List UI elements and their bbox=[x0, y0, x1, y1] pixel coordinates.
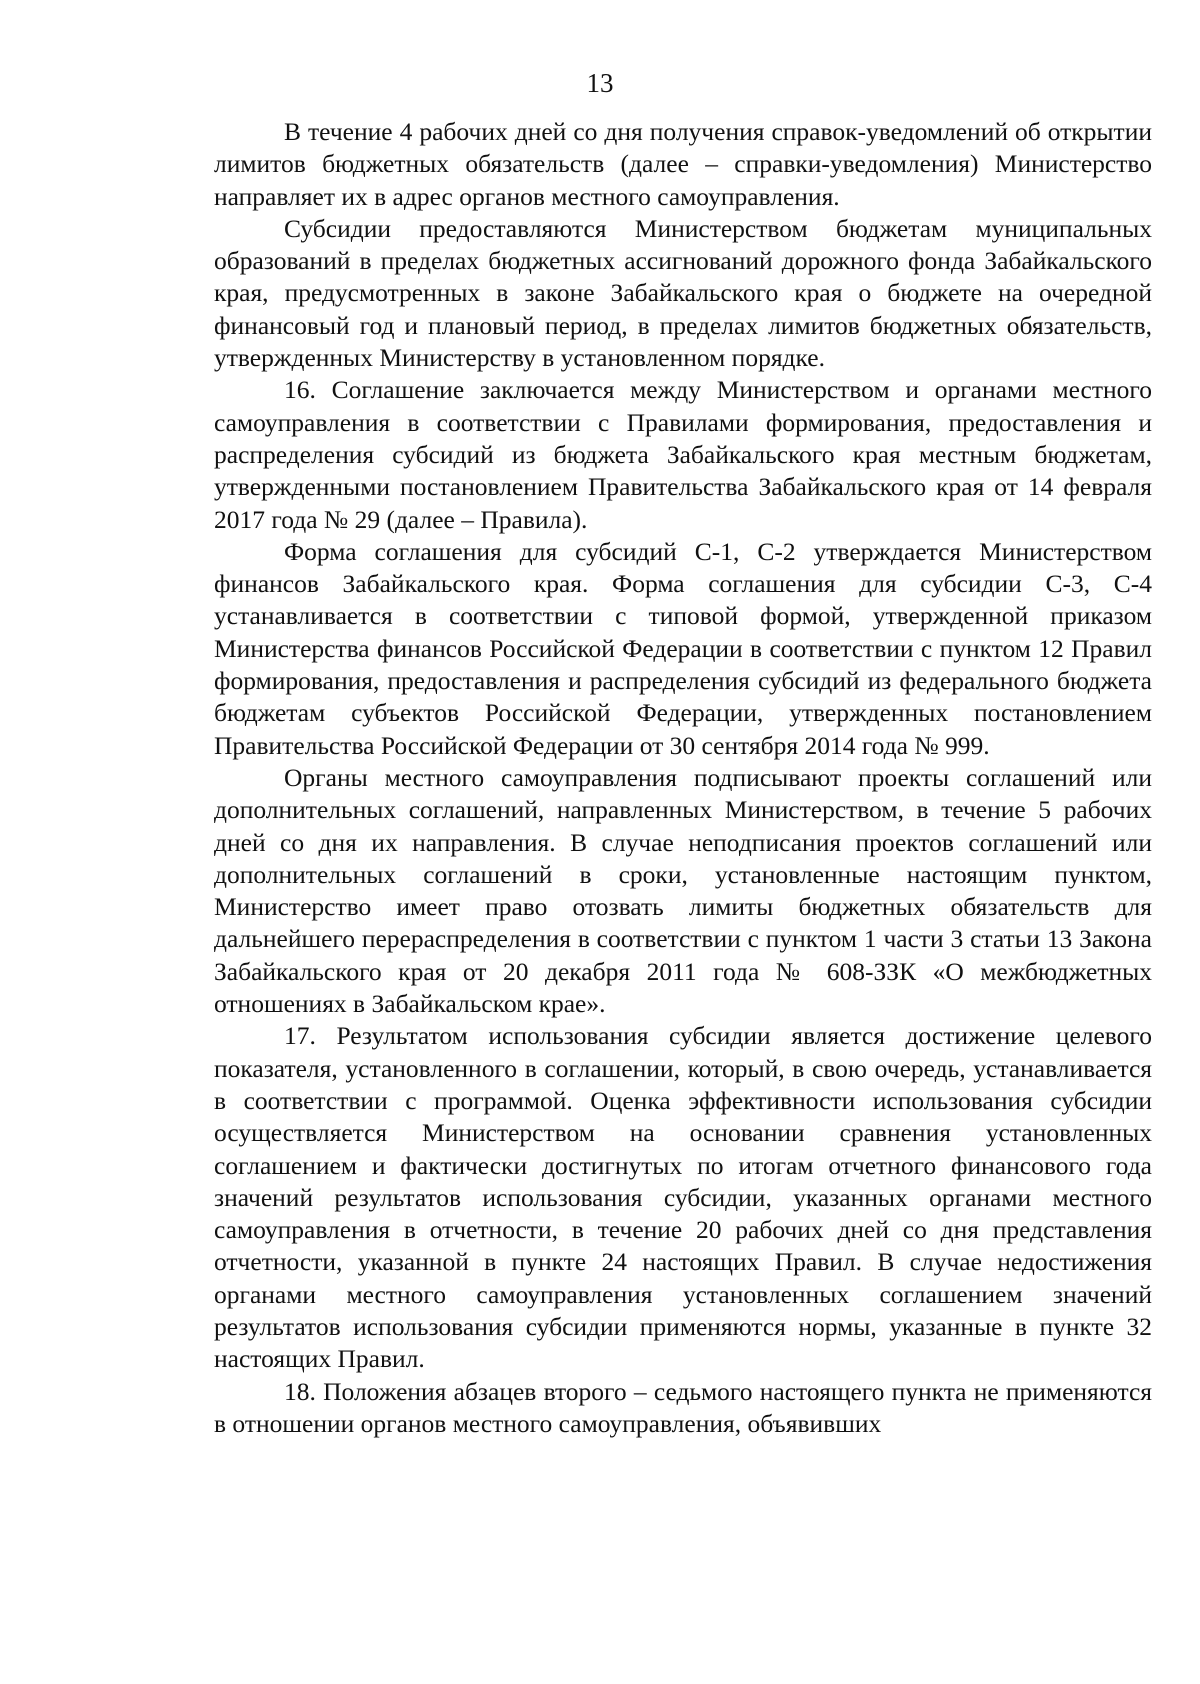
paragraph-item-18-provisions: 18. Положения абзацев второго – седьмого настоящего пункта не применяются в отношении органов местного самоуправления, объявивших bbox=[214, 1376, 1152, 1438]
paragraph-limits-notification: В течение 4 рабочих дней со дня получения справок-уведомлений об открытии лимитов бюджетных обязательств (далее – справки-уведомления) Министерство направляет их в адрес органов местного самоуправления. bbox=[214, 117, 1152, 211]
paragraph-subsidies-provision: Субсидии предоставляются Министерством бюджетам муниципальных образований в пределах бюджетных ассигнований дорожного фонда Забайкальского края, предусмотренных в законе Забайкальского края о бюджете на очередной финансовый год и плановый период, в пределах лимитов бюджетных обязательств, утвержденных Министерству в установленном порядке. bbox=[214, 213, 1152, 373]
body-text bbox=[214, 116, 1152, 1440]
paragraph-signing-agreements: Органы местного самоуправления подписывают проекты соглашений или дополнительных соглашений, направленных Министерством, в течение 5 рабочих дней со дня их направления. В случае неподписания проектов соглашений или дополнительных соглашений в сроки, установленные настоящим пунктом, Министерство имеет право отозвать лимиты бюджетных обязательств для дальнейшего перераспределения в соответствии с пунктом 1 части 3 статьи 13 Закона Забайкальского края от 20 декабря 2011 года № 608-ЗЗК «О межбюджетных отношениях в Забайкальском крае». bbox=[214, 762, 1152, 1019]
paragraph-agreement-form: Форма соглашения для субсидий С-1, С-2 утверждается Министерством финансов Забайкальского края. Форма соглашения для субсидии С-3, С-4 устанавливается в соответствии с типовой формой, утвержденной приказом Министерства финансов Российской Федерации в соответствии с пунктом 12 Правил формирования, предоставления и распределения субсидий из федерального бюджета бюджетам субъектов Российской Федерации, утвержденных постановлением Правительства Российской Федерации от 30 сентября 2014 года № 999. bbox=[214, 536, 1152, 760]
paragraph-item-17-result: 17. Результатом использования субсидии является достижение целевого показателя, установленного в соглашении, который, в свою очередь, устанавливается в соответствии с программой. Оценка эффективности использования субсидии осуществляется Министерством на основании сравнения установленных соглашением и фактически достигнутых по итогам отчетного финансового года значений результатов использования субсидии, указанных органами местного самоуправления в отчетности, в течение 20 рабочих дней со дня представления отчетности, указанной в пункте 24 настоящих Правил. В случае недостижения органами местного самоуправления установленных соглашением значений результатов использования субсидии применяются нормы, указанные в пункте 32 настоящих Правил. bbox=[214, 1021, 1152, 1374]
page-number: 13 bbox=[586, 68, 614, 98]
paragraph-item-16-agreement: 16. Соглашение заключается между Министерством и органами местного самоуправления в соответствии с Правилами формирования, предоставления и распределения субсидий из бюджета Забайкальского края местным бюджетам, утвержденными постановлением Правительства Забайкальского края от 14 февраля 2017 года № 29 (далее – Правила). bbox=[214, 375, 1152, 534]
